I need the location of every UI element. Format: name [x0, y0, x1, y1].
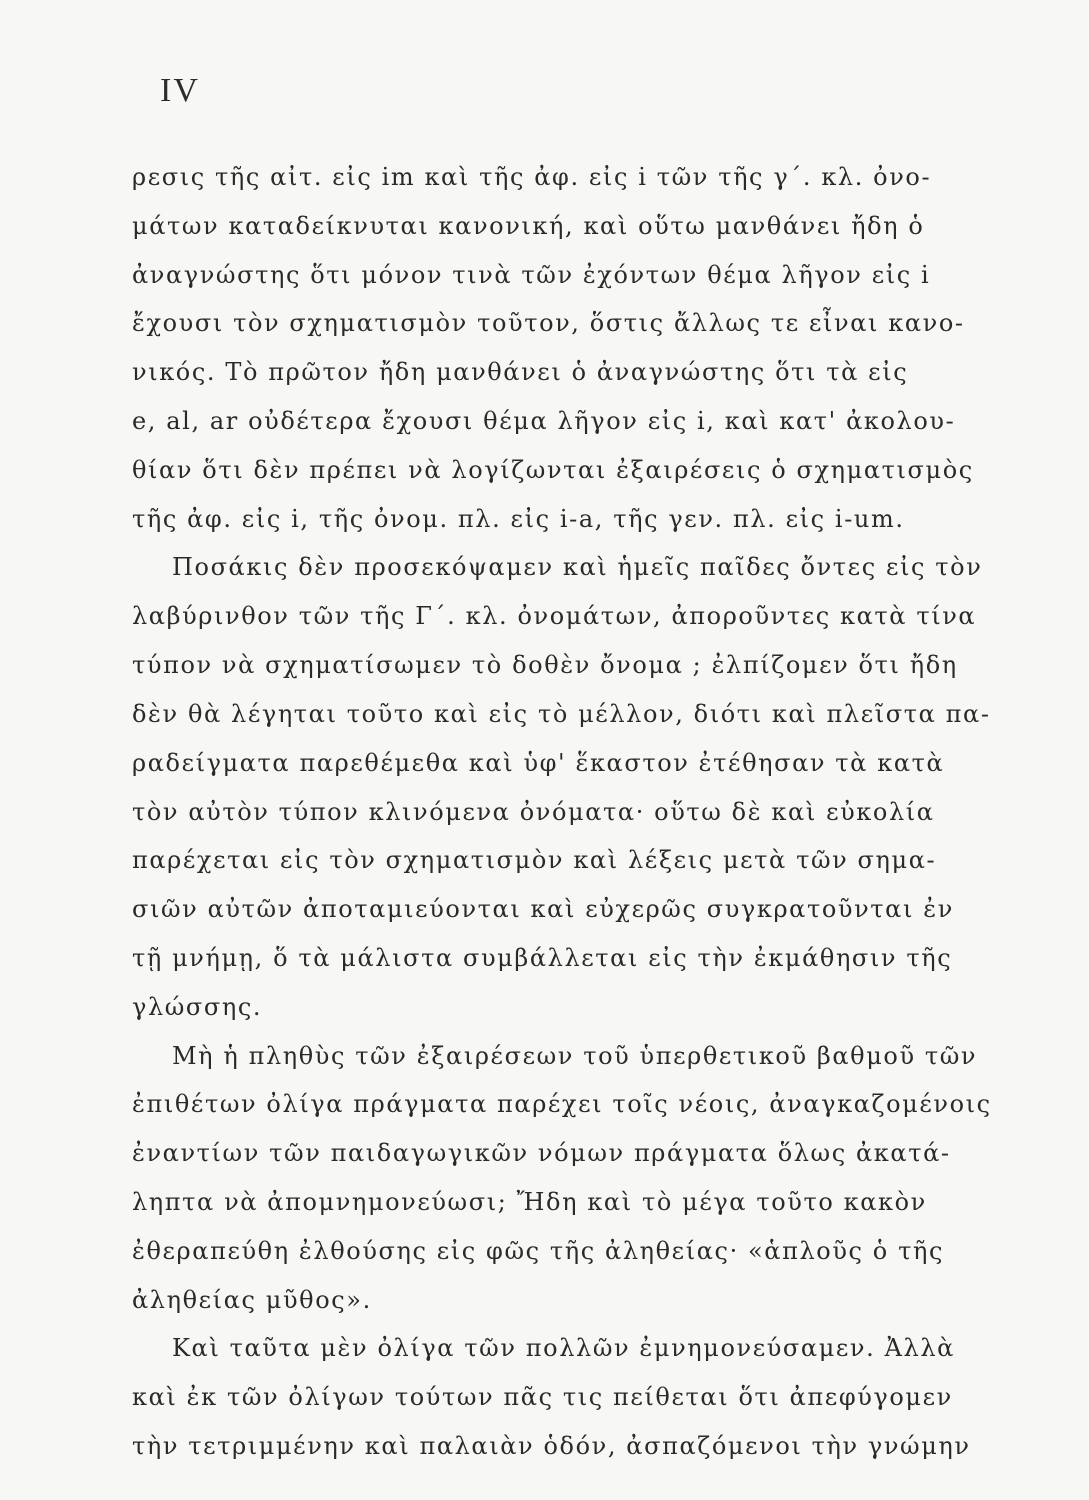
text-line: ρεσις τῆς αἰτ. εἰς im καὶ τῆς ἀφ. εἰς i τῶν τῆς γ΄. κλ. ὀνο- — [132, 163, 932, 191]
text-line: γλώσσης. — [132, 993, 263, 1021]
text-line: e, al, ar οὐδέτερα ἔχουσι θέμα λῆγον εἰς i, καὶ κατ' ἀκολου- — [132, 407, 956, 435]
text-line: δὲν θὰ λέγηται τοῦτο καὶ εἰς τὸ μέλλον, διότι καὶ πλεῖστα πα- — [132, 700, 991, 728]
text-line: ἐναντίων τῶν παιδαγωγικῶν νόμων πράγματα ὅλως ἀκατά- — [132, 1139, 951, 1167]
page-number: IV — [160, 72, 200, 109]
text-line: τῇ μνήμῃ, ὅ τὰ μάλιστα συμβάλλεται εἰς τὴν ἐκμάθησιν τῆς — [132, 944, 953, 972]
text-line: ραδείγματα παρεθέμεθα καὶ ὑφ' ἕκαστον ἐτέθησαν τὰ κατὰ — [132, 749, 945, 777]
paragraph-first-line: Ποσάκις δὲν προσεκόψαμεν καὶ ἡμεῖς παῖδες ὄντες εἰς τὸν — [172, 553, 983, 581]
text-line: μάτων καταδείκνυται κανονική, καὶ οὕτω μανθάνει ἤδη ὁ — [132, 212, 925, 240]
text-line: τύπον νὰ σχηματίσωμεν τὸ δοθὲν ὄνομα ; ἐλπίζομεν ὅτι ἤδη — [132, 651, 958, 679]
text-line: ληπτα νὰ ἀπομνημονεύωσι; Ἤδη καὶ τὸ μέγα τοῦτο κακὸν — [132, 1188, 927, 1216]
text-line: ἐθεραπεύθη ἐλθούσης εἰς φῶς τῆς ἀληθείας· «ἁπλοῦς ὁ τῆς — [132, 1237, 944, 1265]
text-line: τὴν τετριμμένην καὶ παλαιὰν ὁδόν, ἀσπαζόμενοι τὴν γνώμην — [132, 1432, 971, 1460]
paragraph-first-line: Καὶ ταῦτα μὲν ὀλίγα τῶν πολλῶν ἐμνημονεύσαμεν. Ἀλλὰ — [172, 1334, 955, 1362]
text-line: παρέχεται εἰς τὸν σχηματισμὸν καὶ λέξεις μετὰ τῶν σημα- — [132, 846, 937, 874]
text-line: ἐπιθέτων ὀλίγα πράγματα παρέχει τοῖς νέοις, ἀναγκαζομένοις — [132, 1090, 992, 1118]
text-line: τῆς ἀφ. εἰς i, τῆς ὀνομ. πλ. εἰς i-a, τῆς γεν. πλ. εἰς i-um. — [132, 505, 905, 533]
text-line: τὸν αὐτὸν τύπον κλινόμενα ὀνόματα· οὕτω δὲ καὶ εὐκολία — [132, 798, 935, 826]
text-line: καὶ ἐκ τῶν ὀλίγων τούτων πᾶς τις πείθεται ὅτι ἀπεφύγομεν — [132, 1383, 953, 1411]
text-line: θίαν ὅτι δὲν πρέπει νὰ λογίζωνται ἐξαιρέσεις ὁ σχηματισμὸς — [132, 456, 974, 484]
text-line: σιῶν αὐτῶν ἀποταμιεύονται καὶ εὐχερῶς συγκρατοῦνται ἐν — [132, 895, 954, 923]
text-line: ἀναγνώστης ὅτι μόνον τινὰ τῶν ἐχόντων θέμα λῆγον εἰς i — [132, 261, 931, 289]
text-line: ἔχουσι τὸν σχηματισμὸν τοῦτον, ὅστις ἄλλως τε εἶναι κανο- — [132, 309, 965, 337]
text-line: νικός. Τὸ πρῶτον ἤδη μανθάνει ὁ ἀναγνώστης ὅτι τὰ εἰς — [132, 358, 909, 386]
text-line: λαβύρινθον τῶν τῆς Γ΄. κλ. ὀνομάτων, ἀποροῦντες κατὰ τίνα — [132, 602, 977, 630]
text-line: ἀληθείας μῦθος». — [132, 1286, 372, 1314]
paragraph-first-line: Μὴ ἡ πληθὺς τῶν ἐξαιρέσεων τοῦ ὑπερθετικοῦ βαθμοῦ τῶν — [172, 1042, 978, 1070]
